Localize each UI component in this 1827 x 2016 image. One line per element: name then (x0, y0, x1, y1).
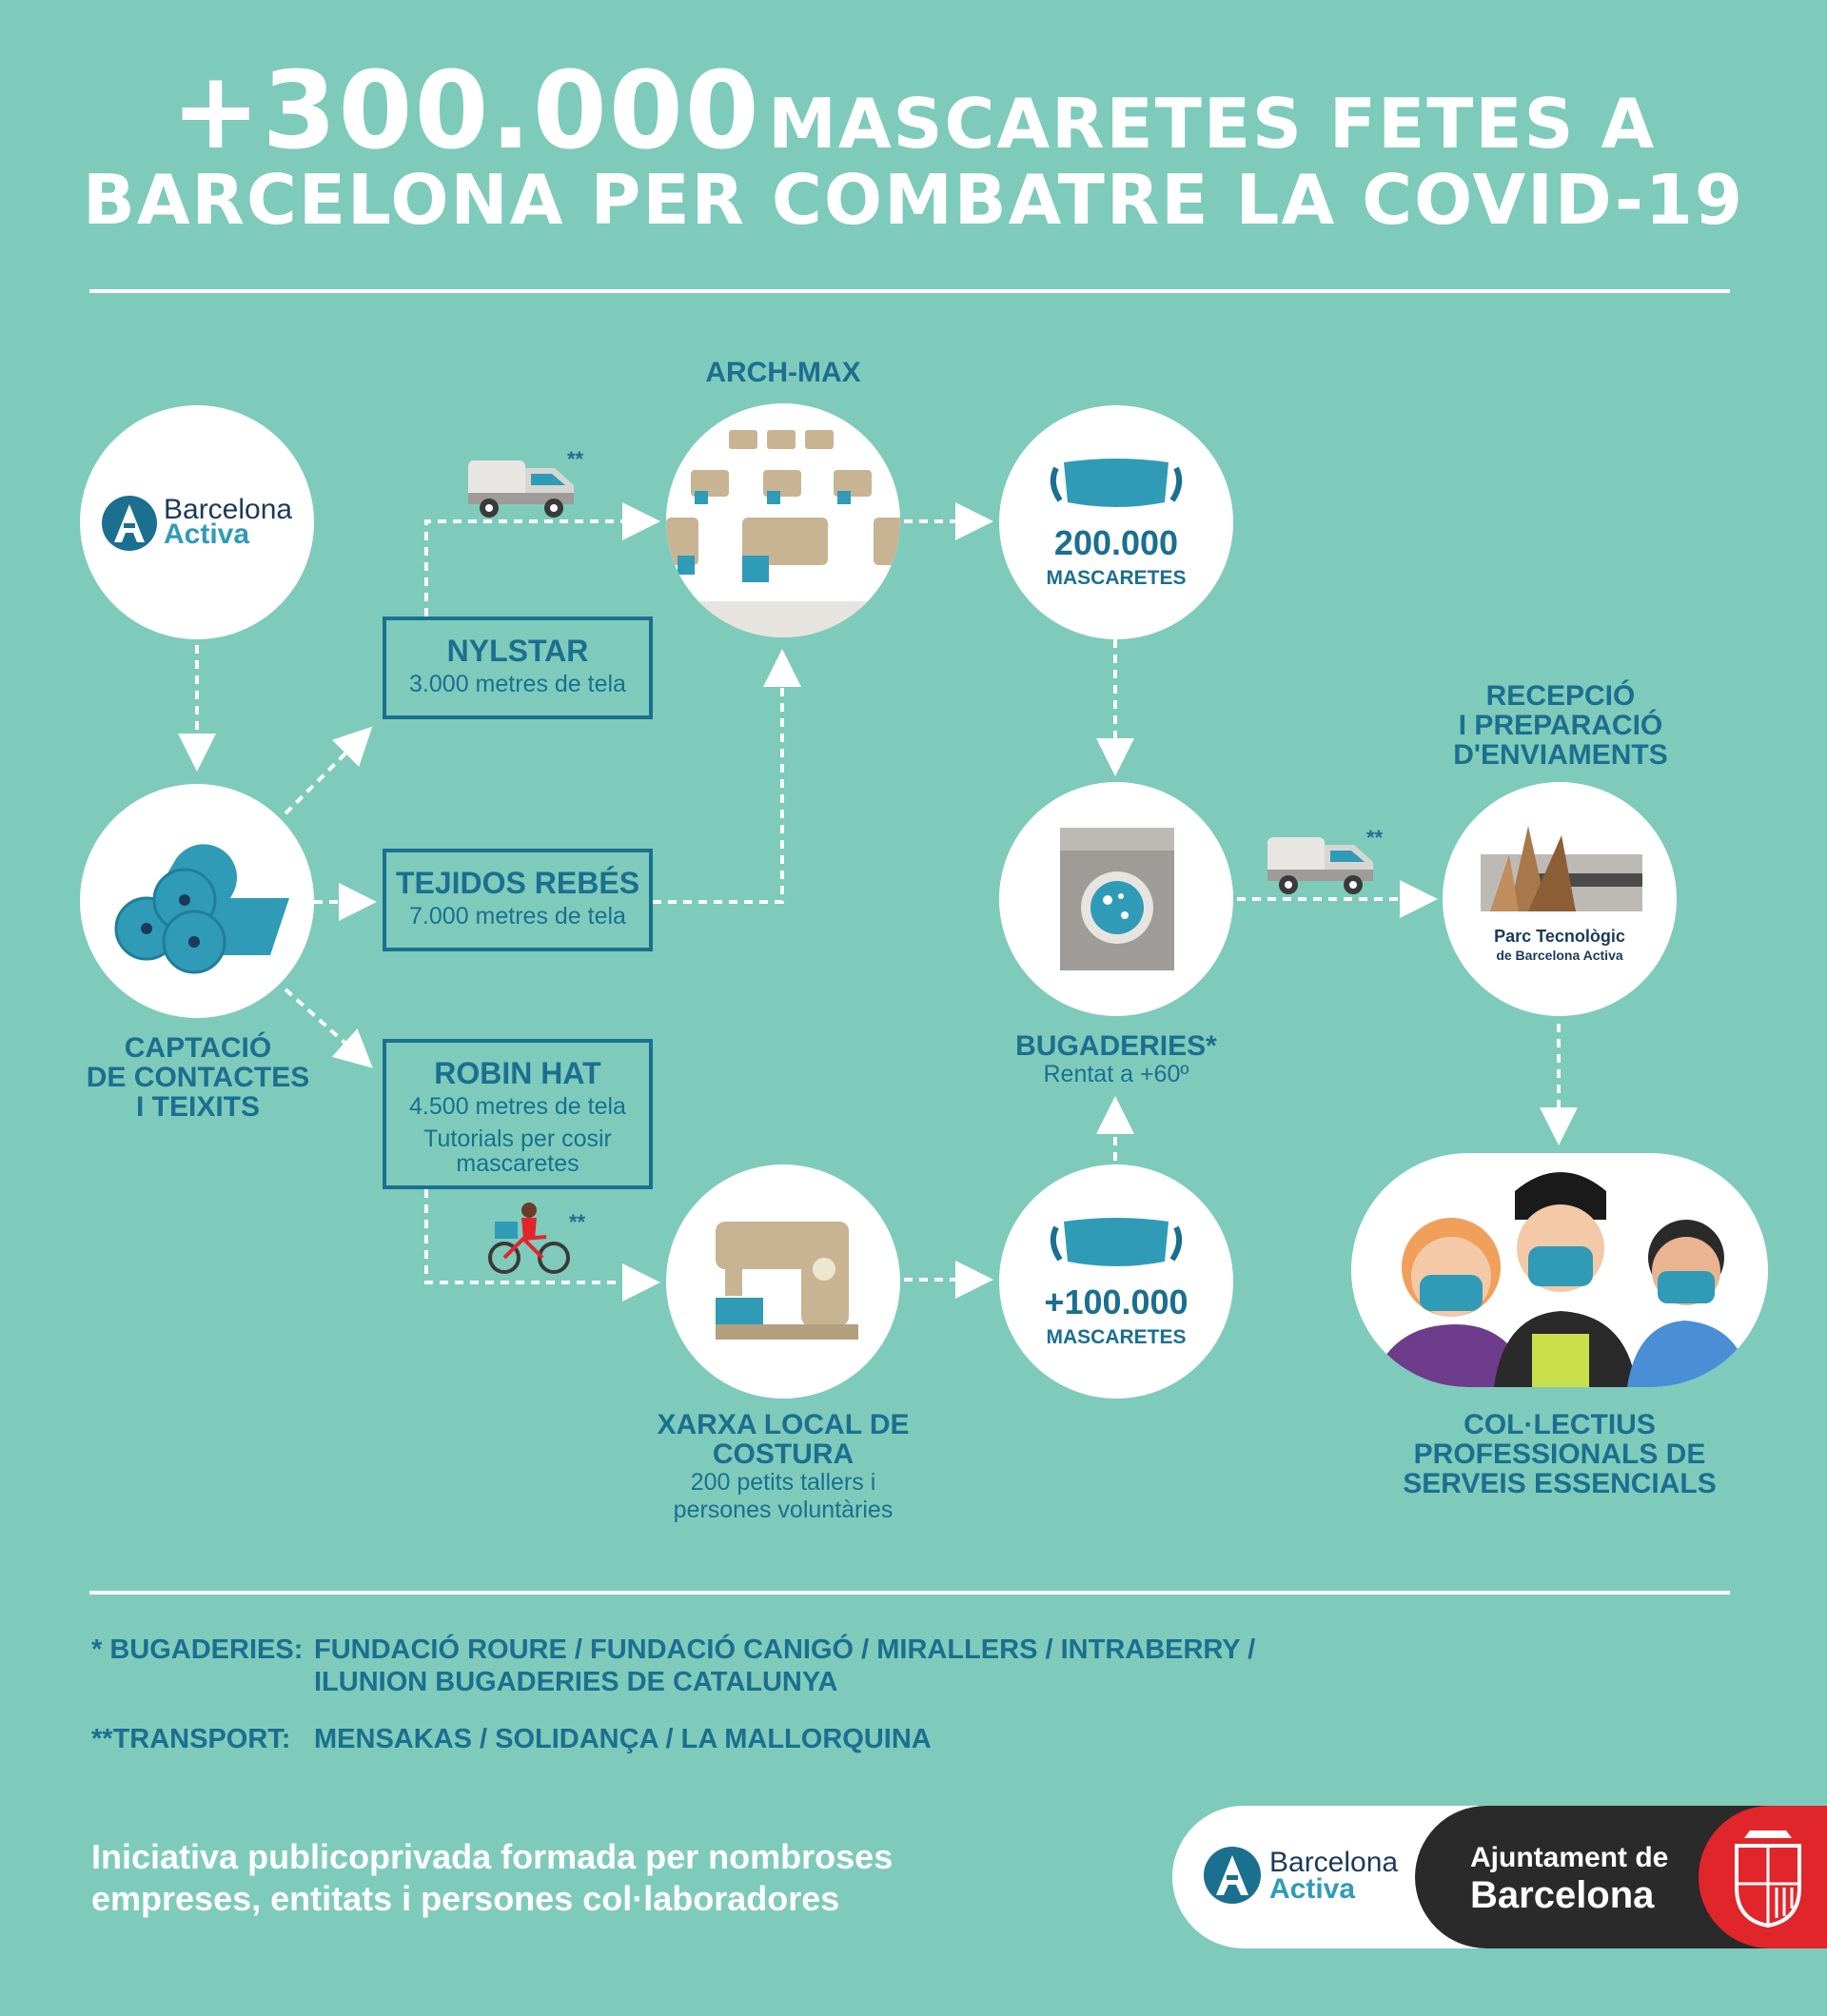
recepcio-node (1443, 782, 1677, 1016)
footnote-bugaderies-line-2: ILUNION BUGADERIES DE CATALUNYA (314, 1667, 838, 1697)
robin-name: ROBIN HAT (434, 1056, 601, 1090)
barcelona-activa-node (80, 405, 314, 639)
ajuntament-logo (1415, 1806, 1827, 1948)
captacio-label (67, 1033, 329, 1122)
robin-detail-3: mascaretes (456, 1150, 580, 1177)
footnote-transport-key: **TRANSPORT: (91, 1724, 291, 1754)
logo-bar-ba-word-2: Activa (1269, 1873, 1356, 1905)
xarxa-sub-1: 200 petits tallers i (690, 1469, 876, 1496)
masks-100k-number: +100.000 (1044, 1282, 1189, 1321)
bugaderies-title: BUGADERIES* (1015, 1030, 1217, 1062)
footnote-transport-line: MENSAKAS / SOLIDANÇA / LA MALLORQUINA (314, 1724, 932, 1754)
robin-box (383, 1039, 653, 1189)
tech-park-logo-1: Parc Tecnològic (1494, 927, 1625, 946)
bugaderies-label (980, 1031, 1252, 1088)
face-mask-icon (1045, 455, 1188, 512)
masks-200k-node (999, 405, 1233, 639)
collectius-label-3: SERVEIS ESSENCIALS (1403, 1468, 1717, 1499)
ajuntament-word-2: Barcelona (1470, 1874, 1655, 1916)
tech-park-logo-2: de Barcelona Activa (1496, 948, 1623, 963)
xarxa-sub-2: persones voluntàries (673, 1497, 894, 1523)
xarxa-label-2: COSTURA (712, 1439, 855, 1470)
logo-bar-ba-word-1: Barcelona (1269, 1847, 1399, 1878)
tejidos-detail: 7.000 metres de tela (409, 903, 626, 930)
robin-detail: 4.500 metres de tela (409, 1093, 626, 1120)
masks-200k-number: 200.000 (1053, 523, 1179, 562)
washing-machine-icon (1060, 828, 1174, 970)
recepcio-label-2: I PREPARACIÓ (1458, 710, 1663, 741)
footnote-bugaderies-line-1: FUNDACIÓ ROURE / FUNDACIÓ CANIGÓ / MIRALLERS / INTRABERRY / (314, 1634, 1256, 1665)
tejidos-box (383, 849, 653, 951)
sewing-machine-icon (716, 1212, 858, 1345)
arrow-captacio-to-nylstar (285, 737, 362, 813)
nylstar-name: NYLSTAR (446, 634, 589, 668)
captacio-label-1: CAPTACIÓ (124, 1032, 272, 1064)
title-number: +300.000 (170, 49, 761, 173)
captacio-label-2: DE CONTACTES (86, 1062, 310, 1093)
barcelona-crest-icon (1725, 1825, 1811, 1929)
transport-mark-1: ** (567, 447, 584, 471)
initiative-line-1: Iniciativa publicoprivada formada per nombroses (91, 1837, 894, 1876)
initiative-line-2: empreses, entitats i persones col·laboradores (91, 1879, 840, 1918)
tejidos-name: TEJIDOS REBÉS (395, 866, 640, 900)
ajuntament-red-panel (1699, 1806, 1827, 1948)
collectius-node (1351, 1153, 1768, 1387)
recepcio-label-3: D'ENVIAMENTS (1453, 739, 1668, 771)
nylstar-detail: 3.000 metres de tela (409, 671, 626, 697)
bottom-divider (89, 1591, 1730, 1595)
masks-100k-node (999, 1165, 1233, 1399)
xarxa-label-1: XARXA LOCAL DE (657, 1409, 910, 1440)
footnote-bugaderies-key: * BUGADERIES: (91, 1634, 304, 1665)
xarxa-label (628, 1410, 938, 1524)
essential-workers-icon (1351, 1153, 1768, 1387)
xarxa-node (666, 1165, 900, 1399)
ajuntament-word-1: Ajuntament de (1470, 1842, 1669, 1873)
barcelona-activa-word-1: Barcelona (164, 494, 293, 525)
title-line-2: BARCELONA PER COMBATRE LA COVID-19 (82, 160, 1745, 240)
arrow-nylstar-to-archmax (426, 521, 645, 617)
captacio-label-3: I TEIXITS (135, 1091, 261, 1123)
recepcio-label-1: RECEPCIÓ (1485, 680, 1636, 712)
bugaderies-node (999, 782, 1233, 1016)
collectius-label-1: COL·LECTIUS (1464, 1409, 1656, 1440)
logo-bar (1172, 1806, 1827, 1948)
robin-detail-2: Tutorials per cosir (423, 1125, 612, 1152)
title-line1-rest: MASCARETES FETES A (768, 84, 1657, 164)
tech-park-building-icon (1481, 816, 1642, 930)
collectius-label (1351, 1410, 1768, 1498)
barcelona-activa-logo-icon (1203, 1846, 1262, 1905)
bike-courier-icon (487, 1201, 573, 1277)
archmax-label: ARCH-MAX (705, 357, 861, 388)
archmax-node (666, 403, 900, 637)
fabric-rolls-icon (108, 832, 289, 974)
transport-mark-3: ** (569, 1210, 586, 1234)
nylstar-box (383, 617, 653, 719)
transport-mark-2: ** (1366, 826, 1384, 850)
masks-200k-unit: MASCARETES (1046, 567, 1187, 589)
collectius-label-2: PROFESSIONALS DE (1413, 1439, 1706, 1470)
bugaderies-sub: Rentat a +60º (1043, 1061, 1189, 1087)
sewing-workshop-icon (666, 403, 900, 637)
arrow-tejidos-to-archmax (653, 664, 782, 902)
recepcio-label (1408, 681, 1713, 770)
masks-100k-unit: MASCARETES (1046, 1326, 1187, 1348)
barcelona-activa-logo-icon (101, 495, 158, 552)
captacio-node (80, 784, 314, 1018)
barcelona-activa-word-2: Activa (164, 519, 250, 550)
face-mask-icon (1045, 1214, 1188, 1271)
